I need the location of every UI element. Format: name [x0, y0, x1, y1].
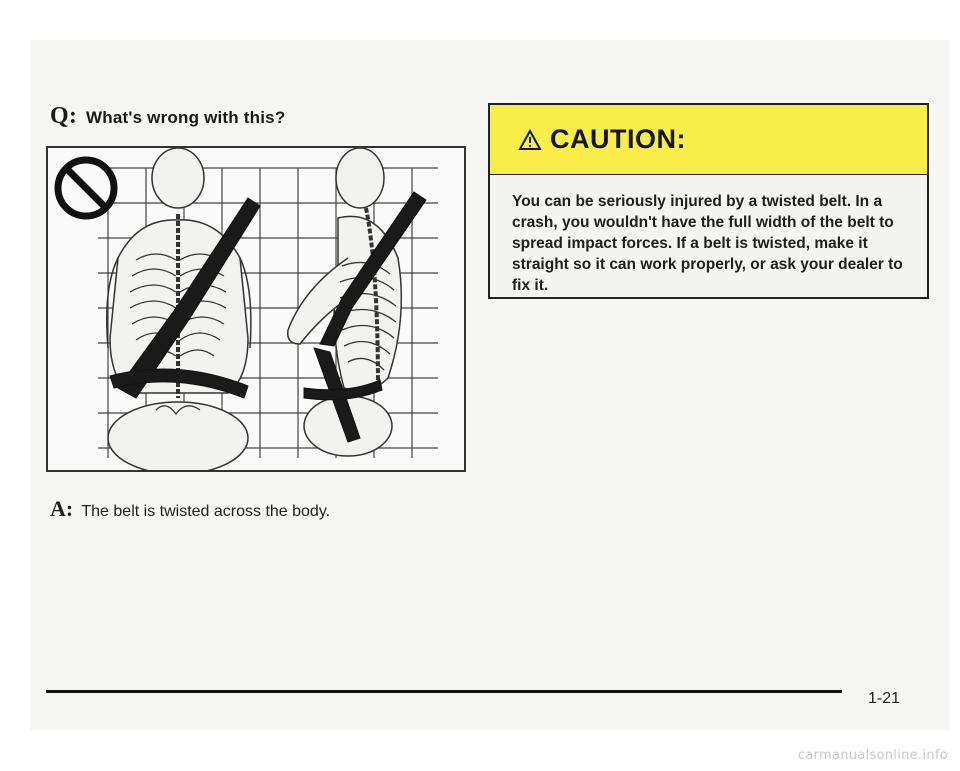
question-letter: Q:: [50, 103, 78, 129]
question-text: What's wrong with this?: [86, 108, 286, 127]
page-number: 1-21: [868, 690, 901, 707]
watermark: carmanualsonline.info: [797, 748, 948, 763]
answer-letter: A:: [50, 496, 74, 521]
twisted-belt-illustration: [48, 148, 464, 470]
seat-belt-figure: [46, 146, 466, 472]
caution-title: CAUTION:: [550, 124, 686, 154]
caution-body: You can be seriously injured by a twisted belt. In a crash, you wouldn't have the full width of the belt to spread impact forces. If a belt is twisted, make it straight so it can work properly, or ask your dealer to fix it.: [512, 193, 903, 294]
answer: [50, 496, 330, 522]
answer-text: The belt is twisted across the body.: [81, 503, 331, 520]
warning-triangle-icon: [518, 129, 542, 151]
question: [50, 103, 285, 130]
caution-box: [488, 103, 929, 299]
footer-rule: [46, 690, 842, 693]
prohibition-icon: [58, 160, 114, 216]
caution-header: [490, 105, 927, 175]
